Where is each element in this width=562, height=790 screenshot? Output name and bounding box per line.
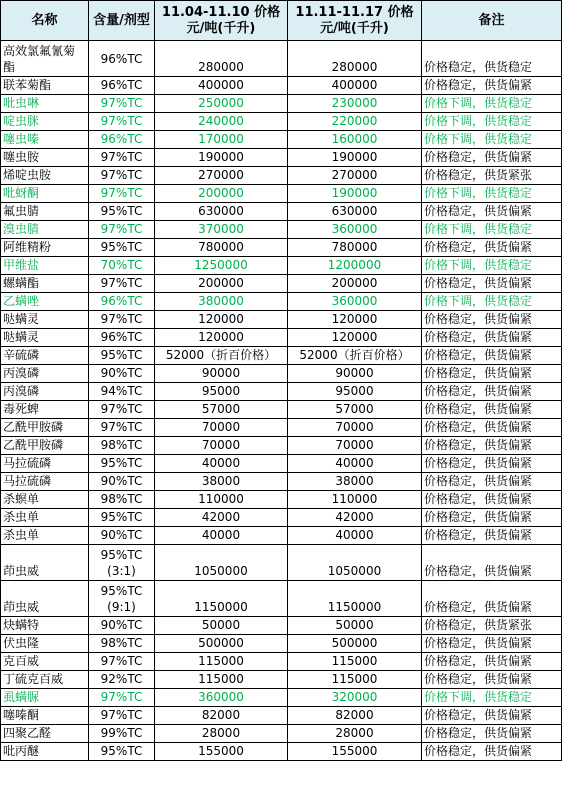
cell-price-week2: 360000 (288, 293, 422, 311)
cell-content: 90%TC (89, 617, 155, 635)
cell-price-week2: 630000 (288, 203, 422, 221)
cell-name: 噻虫嗪 (1, 131, 89, 149)
table-row (1, 131, 562, 149)
cell-note: 价格稳定，供货偏紧 (422, 401, 562, 419)
table-row (1, 95, 562, 113)
cell-note: 价格稳定，供货偏紧 (422, 743, 562, 761)
cell-price-week1: 1050000 (155, 545, 288, 581)
table-row (1, 527, 562, 545)
table-row (1, 149, 562, 167)
cell-price-week1: 82000 (155, 707, 288, 725)
cell-content: 97%TC (89, 275, 155, 293)
table-header (1, 1, 562, 41)
cell-price-week2: 160000 (288, 131, 422, 149)
cell-name: 炔螨特 (1, 617, 89, 635)
cell-note: 价格稳定，供货偏紧 (422, 365, 562, 383)
cell-content: 94%TC (89, 383, 155, 401)
table-row (1, 113, 562, 131)
cell-note: 价格稳定，供货偏紧 (422, 149, 562, 167)
header-row (1, 1, 562, 41)
cell-price-week1: 38000 (155, 473, 288, 491)
cell-content: 96%TC (89, 77, 155, 95)
cell-price-week2: 190000 (288, 185, 422, 203)
cell-price-week2: 1200000 (288, 257, 422, 275)
cell-price-week1: 500000 (155, 635, 288, 653)
cell-content: 95%TC (89, 509, 155, 527)
cell-note: 价格下调，供货稳定 (422, 221, 562, 239)
table-row (1, 617, 562, 635)
table-row (1, 221, 562, 239)
cell-note: 价格稳定，供货偏紧 (422, 491, 562, 509)
cell-name: 氟虫腈 (1, 203, 89, 221)
cell-note: 价格稳定，供货偏紧 (422, 545, 562, 581)
cell-note: 价格稳定，供货偏紧 (422, 635, 562, 653)
table-row (1, 257, 562, 275)
cell-name: 烯啶虫胺 (1, 167, 89, 185)
cell-price-week2: 38000 (288, 473, 422, 491)
cell-name: 马拉硫磷 (1, 455, 89, 473)
cell-note: 价格稳定，供货偏紧 (422, 437, 562, 455)
cell-price-week1: 1150000 (155, 581, 288, 617)
table-row (1, 671, 562, 689)
cell-price-week2: 82000 (288, 707, 422, 725)
cell-note: 价格下调，供货稳定 (422, 293, 562, 311)
cell-price-week2: 1150000 (288, 581, 422, 617)
header-week2: 11.11-11.17 价格元/吨(千升) (288, 1, 422, 41)
table-row (1, 77, 562, 95)
cell-price-week1: 630000 (155, 203, 288, 221)
table-row (1, 581, 562, 617)
table-body (1, 41, 562, 761)
cell-name: 丙溴磷 (1, 383, 89, 401)
cell-note: 价格稳定，供货稳定 (422, 41, 562, 77)
cell-price-week1: 40000 (155, 455, 288, 473)
cell-price-week1: 115000 (155, 671, 288, 689)
cell-price-week1: 115000 (155, 653, 288, 671)
cell-name: 噻虫胺 (1, 149, 89, 167)
table-row (1, 743, 562, 761)
cell-price-week2: 90000 (288, 365, 422, 383)
cell-price-week2: 1050000 (288, 545, 422, 581)
table-row (1, 293, 562, 311)
table-row (1, 509, 562, 527)
cell-content: 97%TC (89, 401, 155, 419)
cell-price-week1: 42000 (155, 509, 288, 527)
cell-note: 价格稳定，供货偏紧 (422, 671, 562, 689)
cell-content: 92%TC (89, 671, 155, 689)
cell-content: 98%TC (89, 635, 155, 653)
cell-name: 哒螨灵 (1, 311, 89, 329)
cell-price-week1: 190000 (155, 149, 288, 167)
cell-price-week1: 57000 (155, 401, 288, 419)
cell-price-week2: 360000 (288, 221, 422, 239)
cell-content: 96%TC (89, 131, 155, 149)
cell-note: 价格稳定，供货偏紧 (422, 329, 562, 347)
cell-content: 97%TC (89, 167, 155, 185)
table-row (1, 707, 562, 725)
cell-name: 丙溴磷 (1, 365, 89, 383)
cell-content: 97%TC (89, 419, 155, 437)
table-row (1, 635, 562, 653)
cell-price-week1: 270000 (155, 167, 288, 185)
cell-name: 阿维精粉 (1, 239, 89, 257)
cell-name: 茚虫威 (1, 581, 89, 617)
cell-content: 96%TC (89, 41, 155, 77)
cell-name: 乙酰甲胺磷 (1, 419, 89, 437)
cell-name: 毒死蜱 (1, 401, 89, 419)
cell-price-week2: 200000 (288, 275, 422, 293)
cell-price-week1: 200000 (155, 185, 288, 203)
header-week1: 11.04-11.10 价格元/吨(千升) (155, 1, 288, 41)
cell-note: 价格稳定，供货偏紧 (422, 473, 562, 491)
cell-content: 97%TC (89, 149, 155, 167)
cell-price-week1: 95000 (155, 383, 288, 401)
table-row (1, 311, 562, 329)
cell-price-week1: 1250000 (155, 257, 288, 275)
cell-content: 97%TC (89, 95, 155, 113)
cell-note: 价格稳定，供货偏紧 (422, 311, 562, 329)
cell-content: 95%TC (89, 203, 155, 221)
cell-price-week2: 400000 (288, 77, 422, 95)
cell-name: 茚虫威 (1, 545, 89, 581)
cell-note: 价格下调，供货稳定 (422, 185, 562, 203)
cell-note: 价格稳定，供货偏紧 (422, 725, 562, 743)
cell-note: 价格下调，供货稳定 (422, 113, 562, 131)
table-row (1, 545, 562, 581)
cell-price-week2: 120000 (288, 329, 422, 347)
cell-content: 95%TC (89, 347, 155, 365)
cell-content: 97%TC (89, 185, 155, 203)
table-row (1, 275, 562, 293)
cell-name: 四聚乙醛 (1, 725, 89, 743)
cell-name: 伏虫隆 (1, 635, 89, 653)
cell-content: 95%TC (89, 743, 155, 761)
cell-price-week2: 57000 (288, 401, 422, 419)
cell-price-week2: 50000 (288, 617, 422, 635)
cell-price-week2: 40000 (288, 527, 422, 545)
cell-price-week2: 42000 (288, 509, 422, 527)
cell-note: 价格稳定，供货偏紧 (422, 239, 562, 257)
cell-price-week1: 110000 (155, 491, 288, 509)
table-row (1, 725, 562, 743)
cell-price-week1: 50000 (155, 617, 288, 635)
cell-content: 90%TC (89, 365, 155, 383)
cell-price-week2: 220000 (288, 113, 422, 131)
header-name: 名称 (1, 1, 89, 41)
cell-price-week2: 230000 (288, 95, 422, 113)
cell-content: 98%TC (89, 437, 155, 455)
cell-note: 价格稳定，供货偏紧 (422, 653, 562, 671)
table-row (1, 653, 562, 671)
table-row (1, 365, 562, 383)
cell-note: 价格下调，供货稳定 (422, 257, 562, 275)
cell-content: 70%TC (89, 257, 155, 275)
cell-price-week1: 170000 (155, 131, 288, 149)
cell-note: 价格下调，供货稳定 (422, 131, 562, 149)
table-row (1, 491, 562, 509)
cell-content: 97%TC (89, 689, 155, 707)
cell-price-week1: 240000 (155, 113, 288, 131)
cell-name: 高效氯氟氰菊酯 (1, 41, 89, 77)
cell-price-week2: 115000 (288, 671, 422, 689)
header-content: 含量/剂型 (89, 1, 155, 41)
cell-price-week2: 500000 (288, 635, 422, 653)
cell-name: 溴虫腈 (1, 221, 89, 239)
cell-price-week1: 40000 (155, 527, 288, 545)
cell-name: 虱螨脲 (1, 689, 89, 707)
cell-price-week2: 320000 (288, 689, 422, 707)
cell-note: 价格稳定，供货偏紧 (422, 347, 562, 365)
cell-note: 价格稳定，供货紧张 (422, 617, 562, 635)
cell-name: 哒螨灵 (1, 329, 89, 347)
cell-price-week1: 360000 (155, 689, 288, 707)
cell-content: 96%TC (89, 293, 155, 311)
cell-content: 97%TC (89, 221, 155, 239)
cell-price-week1: 400000 (155, 77, 288, 95)
cell-note: 价格下调，供货稳定 (422, 689, 562, 707)
cell-name: 杀虫单 (1, 527, 89, 545)
cell-price-week1: 28000 (155, 725, 288, 743)
table-row (1, 167, 562, 185)
table-row (1, 185, 562, 203)
cell-price-week1: 52000（折百价格） (155, 347, 288, 365)
table-row (1, 437, 562, 455)
cell-note: 价格稳定，供货偏紧 (422, 527, 562, 545)
table-row (1, 383, 562, 401)
cell-price-week1: 280000 (155, 41, 288, 77)
table-row (1, 689, 562, 707)
cell-price-week1: 780000 (155, 239, 288, 257)
cell-name: 吡虫啉 (1, 95, 89, 113)
cell-note: 价格稳定，供货偏紧 (422, 77, 562, 95)
cell-name: 乙螨唑 (1, 293, 89, 311)
cell-name: 吡蚜酮 (1, 185, 89, 203)
cell-note: 价格稳定，供货偏紧 (422, 455, 562, 473)
cell-content: 95%TC (89, 455, 155, 473)
cell-price-week1: 120000 (155, 329, 288, 347)
cell-name: 杀虫单 (1, 509, 89, 527)
cell-price-week2: 780000 (288, 239, 422, 257)
cell-name: 螺螨酯 (1, 275, 89, 293)
cell-content: 98%TC (89, 491, 155, 509)
cell-note: 价格稳定，供货偏紧 (422, 419, 562, 437)
cell-note: 价格稳定，供货偏紧 (422, 275, 562, 293)
cell-price-week2: 40000 (288, 455, 422, 473)
cell-name: 杀螟单 (1, 491, 89, 509)
cell-note: 价格稳定，供货偏紧 (422, 509, 562, 527)
cell-price-week1: 370000 (155, 221, 288, 239)
cell-price-week2: 52000（折百价格） (288, 347, 422, 365)
header-note: 备注 (422, 1, 562, 41)
cell-content: 96%TC (89, 329, 155, 347)
cell-name: 啶虫脒 (1, 113, 89, 131)
cell-name: 乙酰甲胺磷 (1, 437, 89, 455)
cell-name: 丁硫克百威 (1, 671, 89, 689)
cell-content: 95%TC (9:1) (89, 581, 155, 617)
cell-price-week2: 280000 (288, 41, 422, 77)
cell-price-week2: 95000 (288, 383, 422, 401)
cell-price-week1: 70000 (155, 437, 288, 455)
cell-note: 价格稳定，供货偏紧 (422, 203, 562, 221)
table-row (1, 239, 562, 257)
cell-price-week1: 380000 (155, 293, 288, 311)
cell-price-week1: 70000 (155, 419, 288, 437)
cell-content: 95%TC (3:1) (89, 545, 155, 581)
cell-price-week2: 28000 (288, 725, 422, 743)
cell-content: 95%TC (89, 239, 155, 257)
table-row (1, 455, 562, 473)
cell-content: 97%TC (89, 311, 155, 329)
cell-note: 价格稳定，供货偏紧 (422, 581, 562, 617)
cell-note: 价格稳定，供货偏紧 (422, 707, 562, 725)
cell-name: 辛硫磷 (1, 347, 89, 365)
table-row (1, 347, 562, 365)
cell-price-week2: 70000 (288, 419, 422, 437)
cell-name: 甲维盐 (1, 257, 89, 275)
table-row (1, 203, 562, 221)
cell-content: 97%TC (89, 707, 155, 725)
cell-price-week2: 70000 (288, 437, 422, 455)
cell-price-week2: 115000 (288, 653, 422, 671)
cell-note: 价格稳定，供货紧张 (422, 167, 562, 185)
table-row (1, 41, 562, 77)
cell-price-week1: 250000 (155, 95, 288, 113)
table-row (1, 401, 562, 419)
cell-note: 价格稳定，供货偏紧 (422, 383, 562, 401)
table-row (1, 329, 562, 347)
cell-price-week1: 200000 (155, 275, 288, 293)
cell-price-week1: 90000 (155, 365, 288, 383)
cell-content: 97%TC (89, 113, 155, 131)
table-row (1, 473, 562, 491)
cell-content: 99%TC (89, 725, 155, 743)
cell-content: 90%TC (89, 473, 155, 491)
cell-price-week2: 110000 (288, 491, 422, 509)
cell-price-week2: 190000 (288, 149, 422, 167)
cell-price-week2: 155000 (288, 743, 422, 761)
cell-name: 噻嗪酮 (1, 707, 89, 725)
cell-name: 吡丙醚 (1, 743, 89, 761)
table-row (1, 419, 562, 437)
cell-name: 马拉硫磷 (1, 473, 89, 491)
cell-name: 联苯菊酯 (1, 77, 89, 95)
cell-price-week1: 120000 (155, 311, 288, 329)
cell-note: 价格下调，供货稳定 (422, 95, 562, 113)
cell-price-week2: 120000 (288, 311, 422, 329)
cell-content: 90%TC (89, 527, 155, 545)
cell-price-week2: 270000 (288, 167, 422, 185)
cell-content: 97%TC (89, 653, 155, 671)
cell-name: 克百威 (1, 653, 89, 671)
cell-price-week1: 155000 (155, 743, 288, 761)
